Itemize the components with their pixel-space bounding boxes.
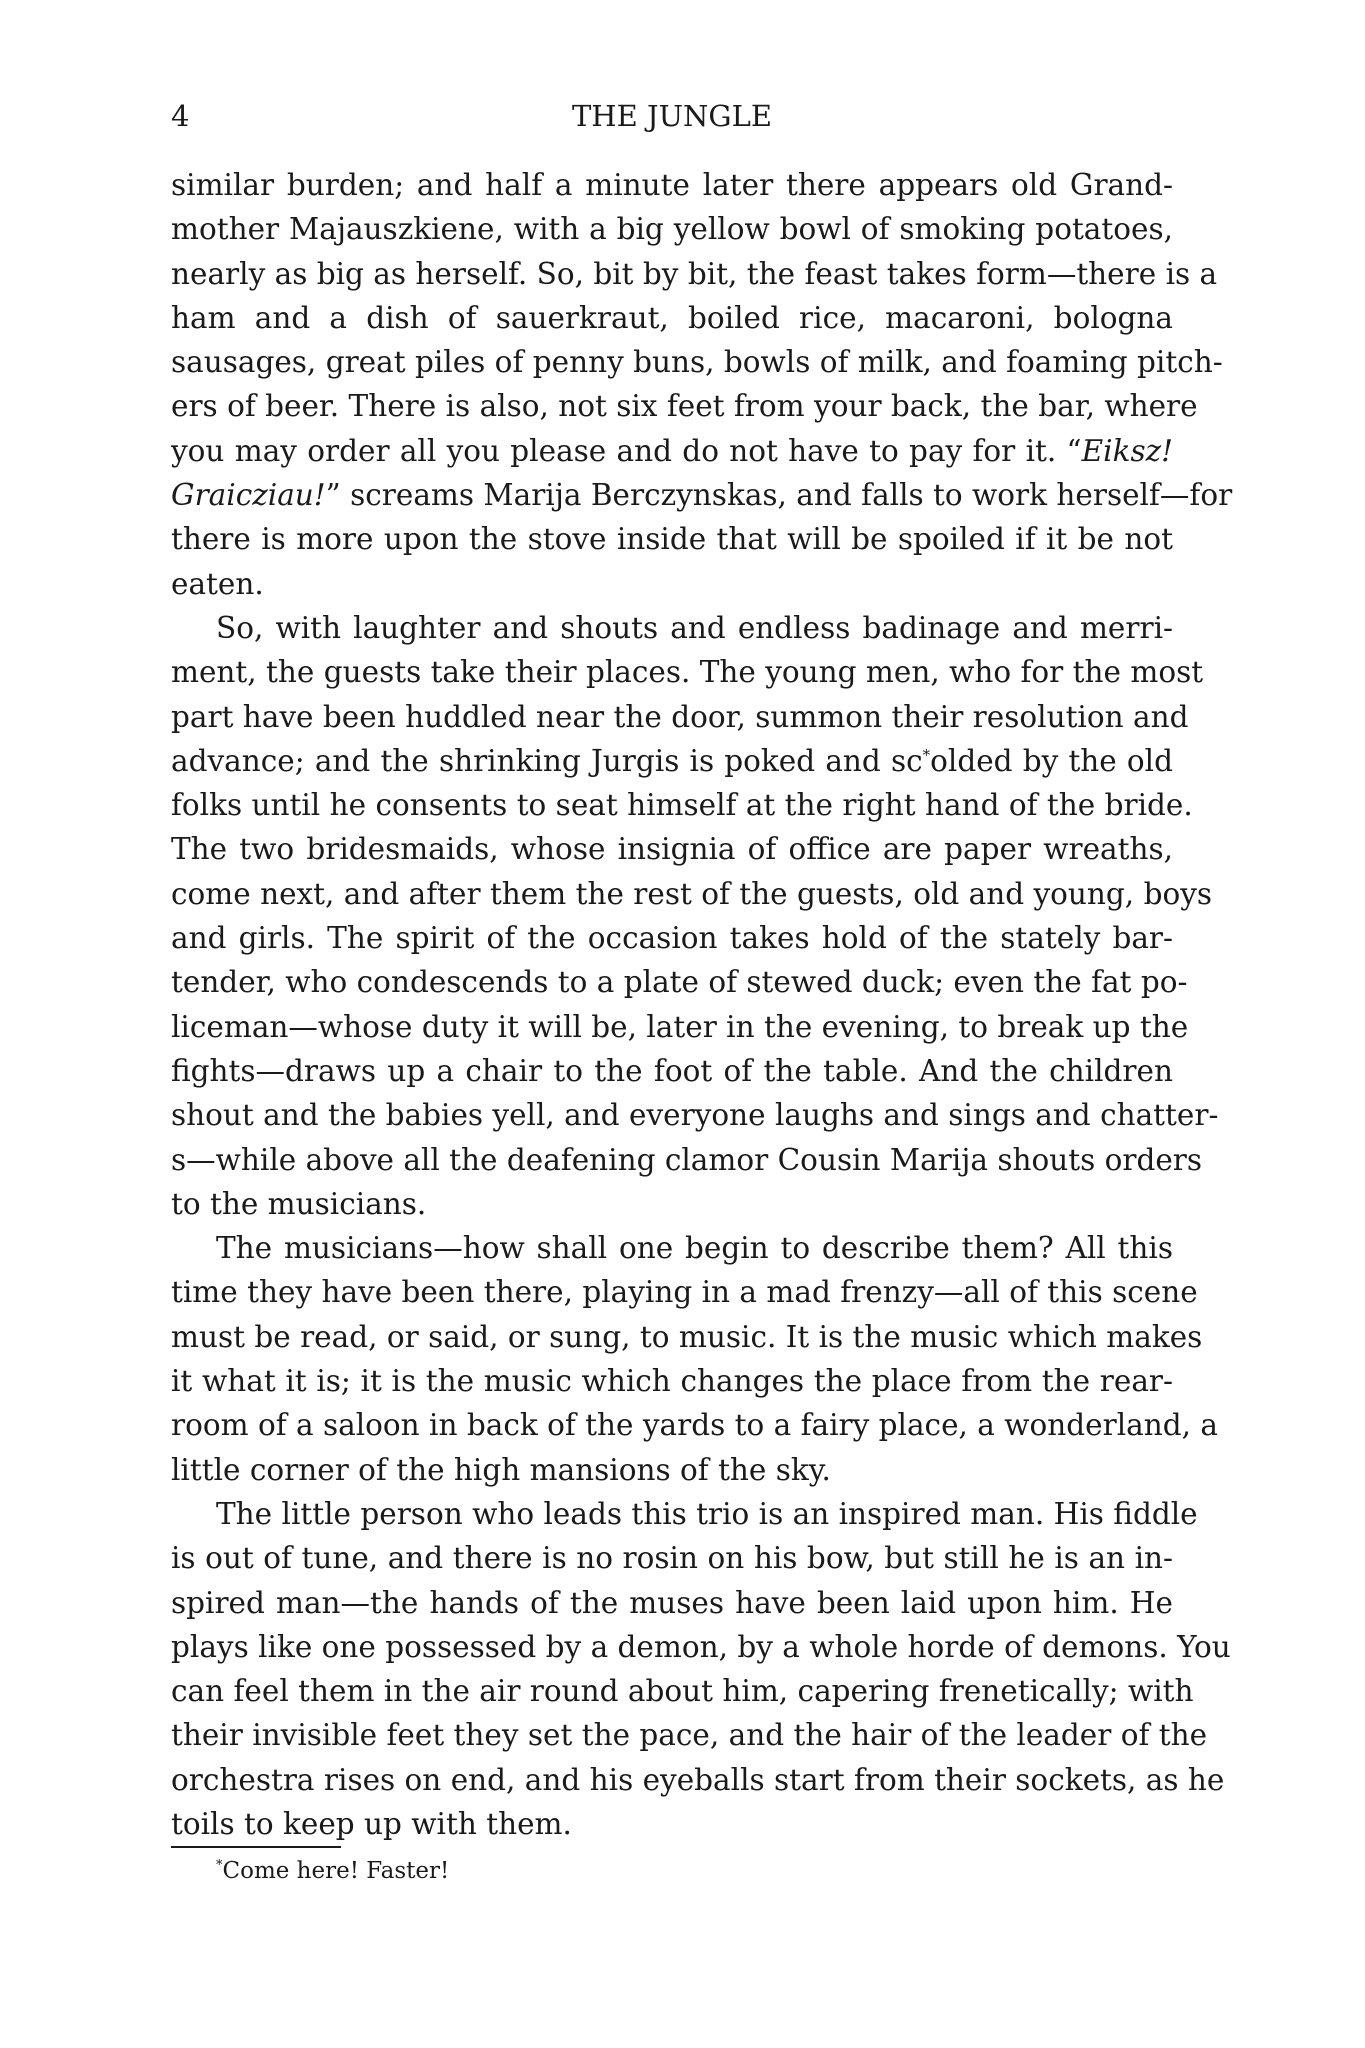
paragraph [171, 1492, 1231, 1846]
body-text [171, 163, 1233, 1846]
text-line: it what it is; it is the music which changes the place from the rear- [171, 1364, 1173, 1399]
text-line [171, 429, 1173, 473]
text-line: ham and a dish of sauerkraut, boiled rice, macaroni, bologna [171, 300, 1173, 335]
footnote-mark: * [216, 1858, 223, 1873]
text-line: time they have been there, playing in a mad frenzy—all of this scene [171, 1275, 1198, 1310]
paragraph [171, 163, 1233, 606]
text-line: ers of beer. There is also, not six feet from your back, the bar, where [171, 389, 1198, 424]
text-line: The little person who leads this trio is an inspired man. His fiddle [216, 1496, 1198, 1531]
paragraph [171, 606, 1219, 1226]
text-line: spired man—the hands of the muses have been laid upon him. He [171, 1585, 1173, 1620]
page-header [171, 96, 1173, 136]
text-line: ment, the guests take their places. The young men, who for the most [171, 655, 1204, 690]
text-line: there is more upon the stove inside that will be spoiled if it be not [171, 522, 1173, 557]
text-line: similar burden; and half a minute later there appears old Grand- [171, 168, 1173, 202]
text-line [171, 473, 1233, 517]
italic-phrase: Graicziau! [171, 478, 326, 513]
text-run: you may order all you please and do not have to pay for it. “ [171, 433, 1082, 468]
text-line: can feel them in the air round about him, capering frenetically; with [171, 1674, 1194, 1709]
text-line: plays like one possessed by a demon, by a whole horde of demons. You [171, 1629, 1231, 1664]
text-line: tender, who condescends to a plate of stewed duck; even the fat po- [171, 965, 1188, 1000]
text-line: must be read, or said, or sung, to music. It is the music which makes [171, 1319, 1203, 1354]
text-line: The musicians—how shall one begin to describe them? All this [216, 1231, 1173, 1266]
footnote-reference[interactable]: * [922, 745, 931, 764]
text-line: s—while above all the deafening clamor Cousin Marija shouts orders [171, 1142, 1203, 1177]
text-line: part have been huddled near the door, summon their resolution and [171, 699, 1189, 734]
paragraph [171, 1226, 1218, 1492]
footnote [216, 1854, 449, 1888]
text-line [171, 739, 1173, 783]
text-line: sausages, great piles of penny buns, bowls of milk, and foaming pitch- [171, 345, 1223, 380]
text-run: olded by the old [930, 743, 1174, 778]
text-line: room of a saloon in back of the yards to a fairy place, a wonderland, a [171, 1408, 1218, 1443]
text-line: little corner of the high mansions of the sky. [171, 1452, 831, 1487]
footnote-rule [171, 1846, 341, 1848]
italic-phrase: Eiksz! [1081, 433, 1173, 468]
text-line: folks until he consents to seat himself at the right hand of the bride. [171, 788, 1193, 823]
text-line: their invisible feet they set the pace, and the hair of the leader of the [171, 1718, 1208, 1753]
text-line: toils to keep up with them. [171, 1806, 572, 1841]
text-line: mother Majauszkiene, with a big yellow bowl of smoking potatoes, [171, 212, 1173, 247]
text-line: fights—draws up a chair to the foot of the table. And the children [171, 1053, 1173, 1088]
running-title: THE JUNGLE [571, 99, 773, 133]
text-line: is out of tune, and there is no rosin on his bow, but still he is an in- [171, 1541, 1173, 1576]
text-run: advance; and the shrinking Jurgis is poked and sc [171, 743, 923, 778]
text-line: The two bridesmaids, whose insignia of office are paper wreaths, [171, 832, 1173, 867]
text-line: and girls. The spirit of the occasion takes hold of the stately bar- [171, 921, 1173, 956]
text-line: nearly as big as herself. So, bit by bit, the feast takes form—there is a [171, 256, 1218, 291]
text-line: So, with laughter and shouts and endless badinage and merri- [216, 610, 1173, 645]
text-line: shout and the babies yell, and everyone laughs and sings and chatter- [171, 1098, 1219, 1133]
text-run: ” screams Marija Berczynskas, and falls to work herself—for [325, 478, 1233, 513]
text-line: orchestra rises on end, and his eyeballs start from their sockets, as he [171, 1762, 1225, 1797]
footnote-text: Come here! Faster! [222, 1858, 450, 1884]
text-line: liceman—whose duty it will be, later in the evening, to break up the [171, 1009, 1189, 1044]
text-line: eaten. [171, 566, 264, 601]
text-line: to the musicians. [171, 1186, 427, 1221]
text-line: come next, and after them the rest of the guests, old and young, boys [171, 876, 1213, 911]
page-number: 4 [171, 99, 190, 133]
